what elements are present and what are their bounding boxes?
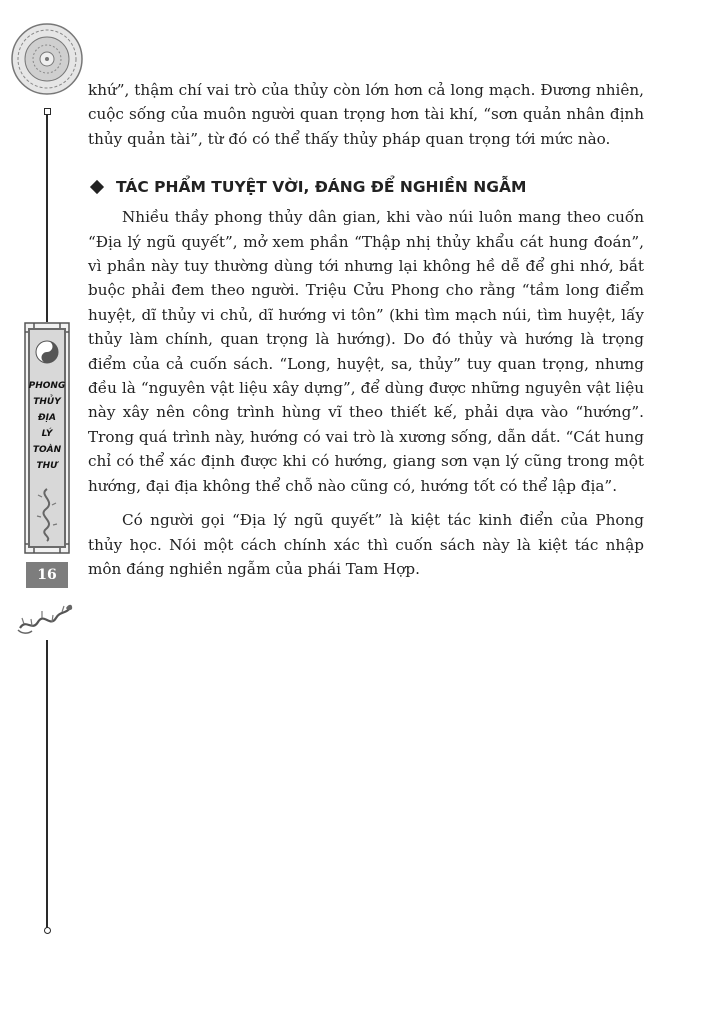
- body-paragraph: khứ”, thậm chí vai trò của thủy còn lớn hơn cả long mạch. Đương nhiên, cuộc sống của muôn người quan trọng hơn tài khí, “sơn quản nhân định thủy quản tài”, từ đó có thể thấy thủy pháp quan trọng tới mức nào.: [88, 81, 644, 148]
- book-title-line: THỦY: [33, 397, 61, 407]
- section-heading-text: TÁC PHẨM TUYỆT VỜI, ĐÁNG ĐỂ NGHIỀN NGẪM: [116, 178, 527, 197]
- book-title-line: THƯ: [36, 461, 58, 471]
- diamond-bullet-icon: [90, 180, 104, 194]
- page-content: [88, 78, 644, 581]
- body-paragraph: Có người gọi “Địa lý ngũ quyết” là kiệt tác kinh điển của Phong thủy học. Nói một cách chính xác thì cuốn sách này là kiệt tác nhập môn đáng nghiền ngẫm của phái Tam Hợp.: [88, 511, 644, 578]
- circular-ornament-icon: [10, 22, 84, 96]
- book-title-line: LÝ: [41, 429, 53, 439]
- book-title-line: ĐỊA: [38, 413, 56, 423]
- book-title-scroll: [24, 322, 70, 554]
- scroll-dragon-icon: [34, 487, 60, 543]
- dragon-icon: [16, 598, 74, 638]
- book-title-line: TOÀN: [32, 445, 62, 455]
- book-title-line: PHONG: [28, 381, 66, 391]
- section-heading: [88, 175, 644, 199]
- sidebar-line-top: [46, 112, 48, 322]
- book-title: [24, 378, 70, 474]
- yin-yang-icon: [35, 340, 59, 364]
- page-number: 16: [26, 562, 68, 588]
- line-end-knob: [44, 927, 51, 934]
- line-end-knob: [44, 108, 51, 115]
- sidebar-line-bottom: [46, 640, 48, 930]
- body-paragraph: Nhiều thầy phong thủy dân gian, khi vào núi luôn mang theo cuốn “Địa lý ngũ quyết”, mở xem phần “Thập nhị thủy khẩu cát hung đoán”, vì phần này tuy thường dùng tới nhưng lại không hề dễ để ghi nhớ, bắt buộc phải đem theo người. Triệu Cửu Phong cho rằng “tầm long điểm huyệt, dĩ thủy vi chủ, dĩ hướng vi tôn” (khi tìm mạch núi, tìm huyệt, lấy thủy làm chính, quan trọng là hướng). Do đó thủy và hướng là trọng điểm của cả cuốn sách. “Long, huyệt, sa, thủy” tuy quan trọng, nhưng đều là “nguyên vật liệu xây dựng”, để dùng được những nguyên vật liệu này xây nên công trình hùng vĩ theo thiết kế, phải dựa vào “hướng”. Trong quá trình này, hướng có vai trò là xương sống, dẫn dắt. “Cát hung chỉ có thể xác định được khi có hướng, giang sơn vạn lý cũng trong một hướng, đại địa không thể chỗ nào cũng có, hướng tốt có thể lập địa”.: [88, 208, 644, 495]
